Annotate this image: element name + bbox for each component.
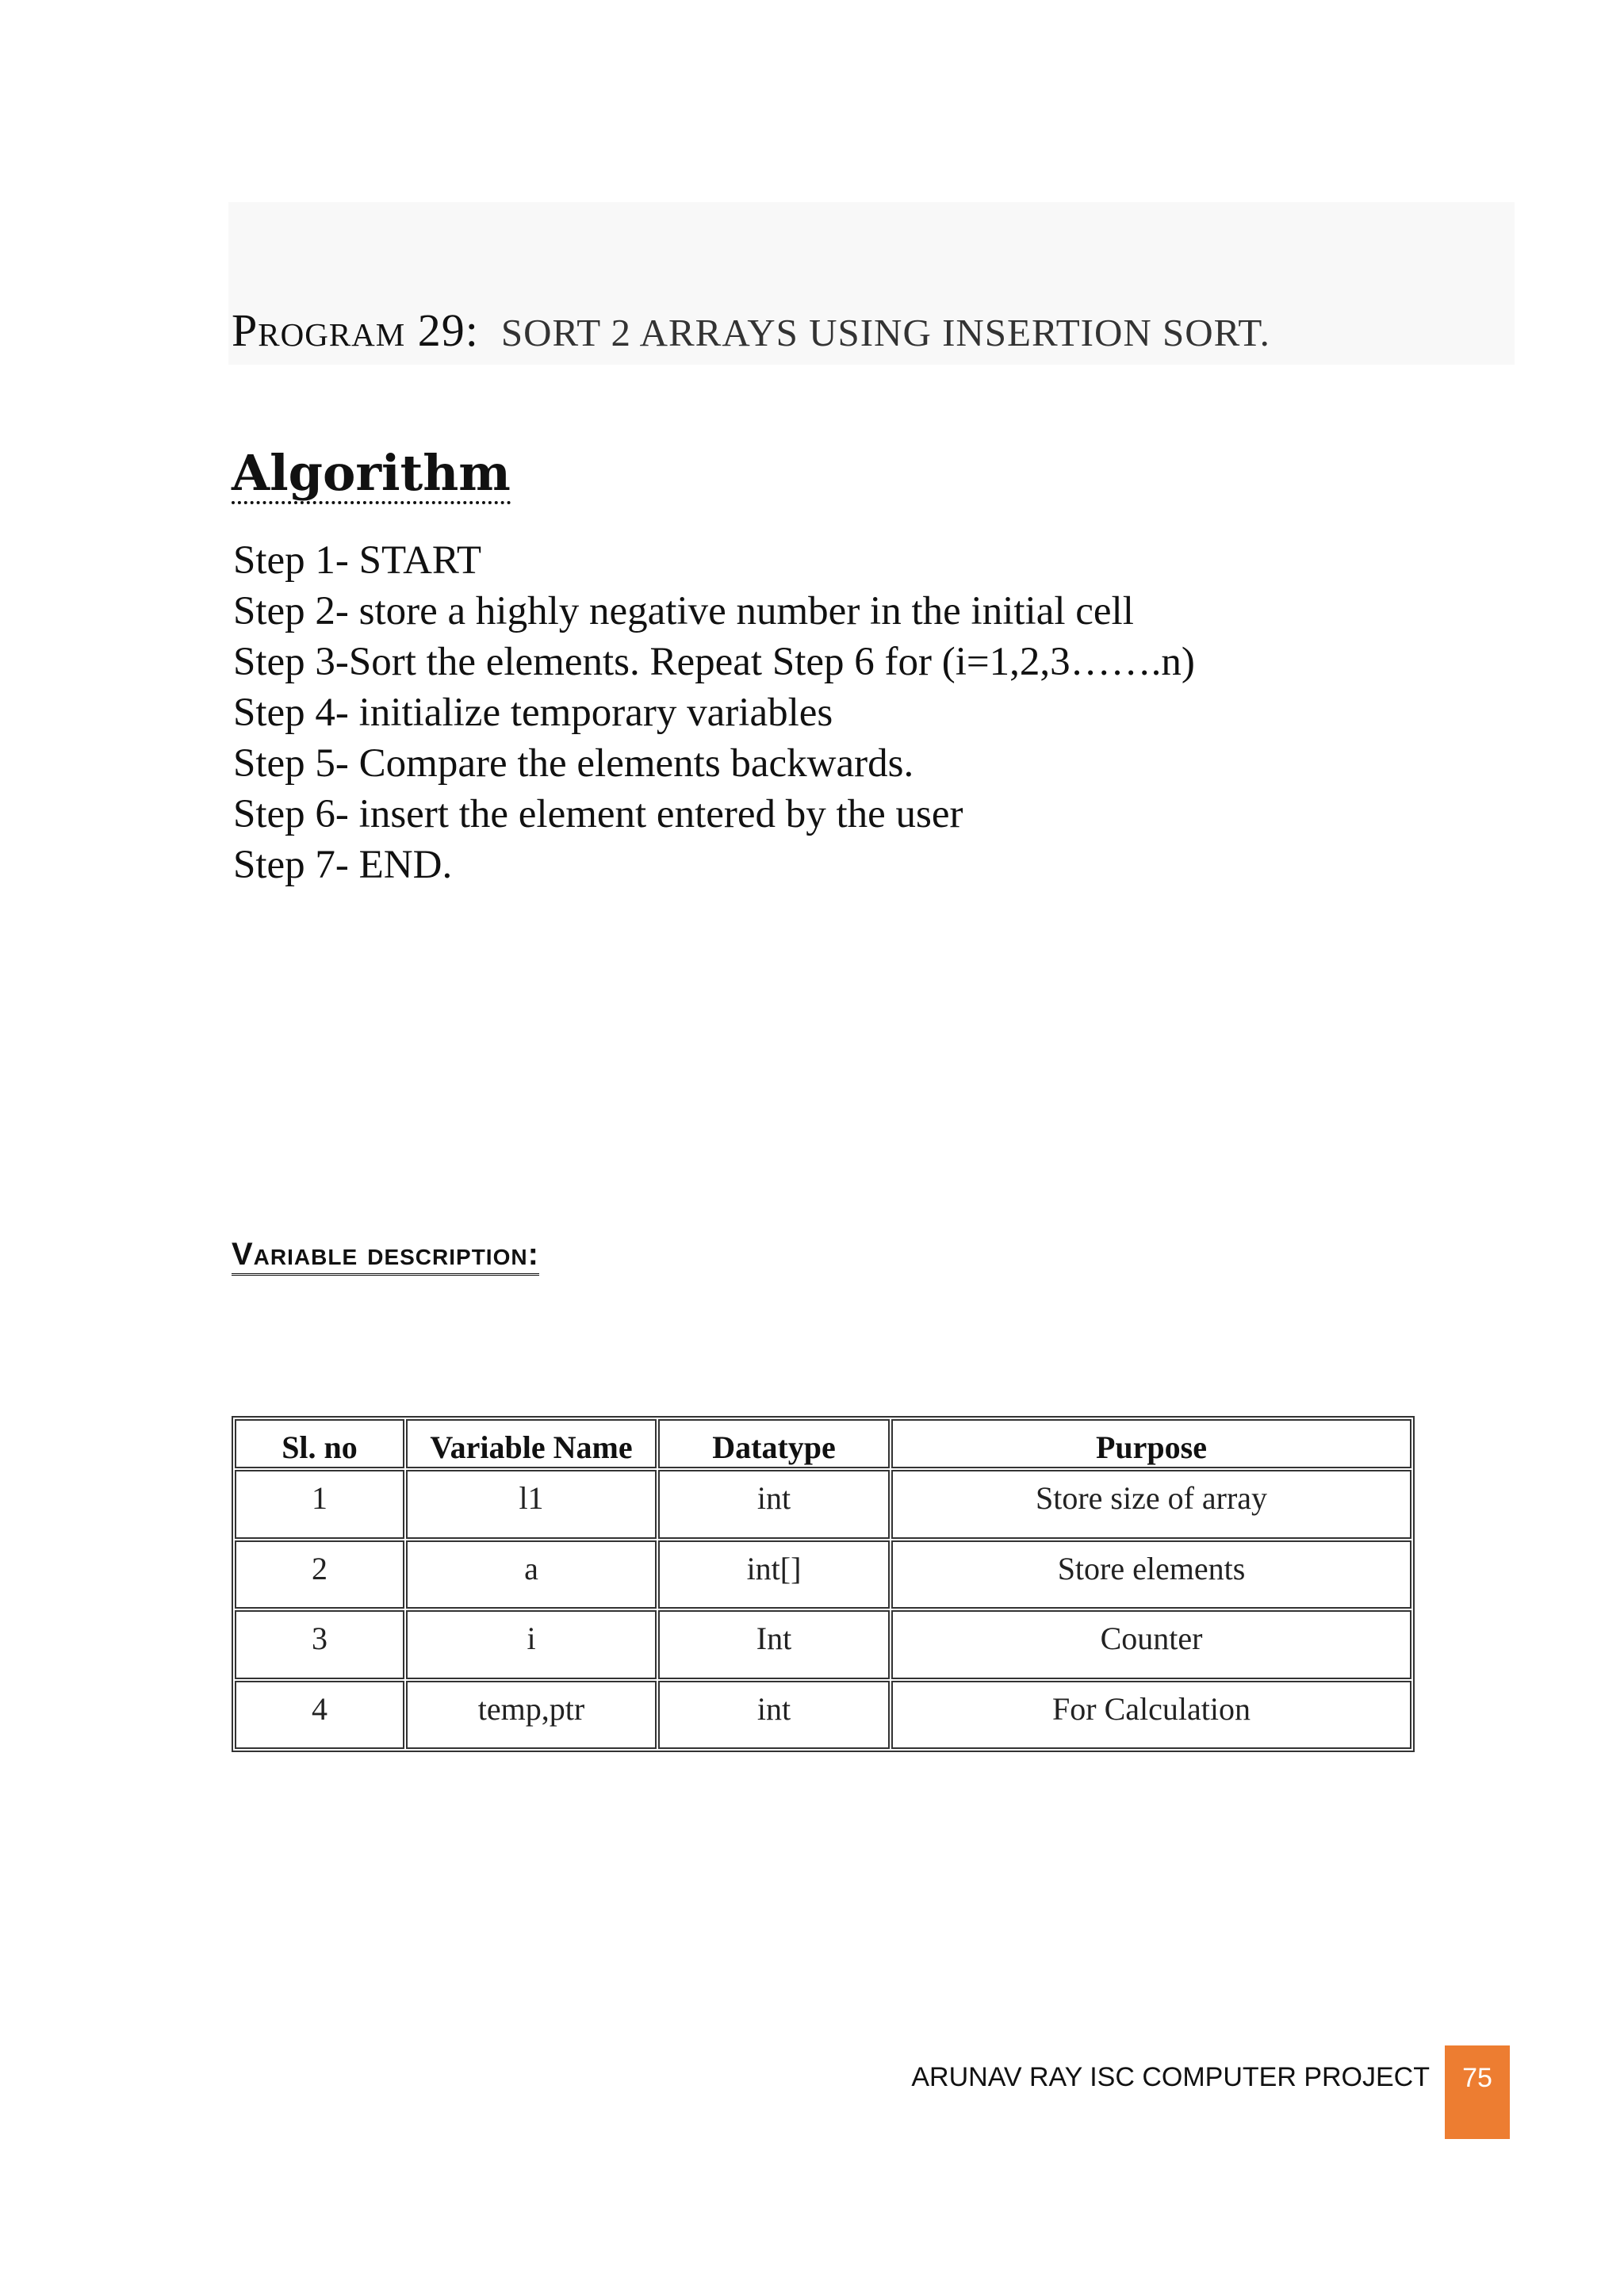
algorithm-step: Step 5- Compare the elements backwards. xyxy=(233,741,914,786)
variable-table xyxy=(232,1416,1415,1752)
cell-sl-no: 2 xyxy=(235,1540,404,1609)
algorithm-step: Step 6- insert the element entered by the user xyxy=(233,792,963,836)
cell-variable-name: i xyxy=(406,1610,657,1679)
footer-project-title: ARUNAV RAY ISC COMPUTER PROJECT xyxy=(911,2062,1430,2092)
algorithm-step: Step 3-Sort the elements. Repeat Step 6 for (i=1,2,3…….n) xyxy=(233,640,1195,684)
algorithm-step: Step 4- initialize temporary variables xyxy=(233,691,833,735)
cell-variable-name: a xyxy=(406,1540,657,1609)
header-variable-name: Variable Name xyxy=(406,1419,657,1468)
algorithm-heading: Algorithm xyxy=(232,449,511,504)
header-sl-no: Sl. no xyxy=(235,1419,404,1468)
table-row xyxy=(235,1610,1411,1679)
table-row xyxy=(235,1681,1411,1750)
cell-purpose: Counter xyxy=(891,1610,1411,1679)
program-title xyxy=(232,304,1270,356)
cell-datatype: int xyxy=(658,1470,890,1539)
algorithm-step: Step 2- store a highly negative number in the initial cell xyxy=(233,589,1134,633)
algorithm-steps xyxy=(233,535,1195,890)
program-number: Program 29: xyxy=(232,304,479,356)
cell-variable-name: l1 xyxy=(406,1470,657,1539)
cell-sl-no: 4 xyxy=(235,1681,404,1750)
cell-datatype: int[] xyxy=(658,1540,890,1609)
header-purpose: Purpose xyxy=(891,1419,1411,1468)
algorithm-step: Step 7- END. xyxy=(233,843,453,887)
cell-datatype: int xyxy=(658,1681,890,1750)
program-name: SORT 2 ARRAYS USING INSERTION SORT. xyxy=(500,311,1270,354)
cell-purpose: For Calculation xyxy=(891,1681,1411,1750)
cell-sl-no: 1 xyxy=(235,1470,404,1539)
cell-datatype: Int xyxy=(658,1610,890,1679)
cell-variable-name: temp,ptr xyxy=(406,1681,657,1750)
page-number-badge: 75 xyxy=(1445,2045,1510,2139)
cell-purpose: Store elements xyxy=(891,1540,1411,1609)
table-row xyxy=(235,1540,1411,1609)
algorithm-step: Step 1- START xyxy=(233,538,482,583)
cell-sl-no: 3 xyxy=(235,1610,404,1679)
cell-purpose: Store size of array xyxy=(891,1470,1411,1539)
header-datatype: Datatype xyxy=(658,1419,890,1468)
variable-description-heading: Variable description: xyxy=(232,1238,539,1276)
table-header-row xyxy=(235,1419,1411,1468)
table-row xyxy=(235,1470,1411,1539)
